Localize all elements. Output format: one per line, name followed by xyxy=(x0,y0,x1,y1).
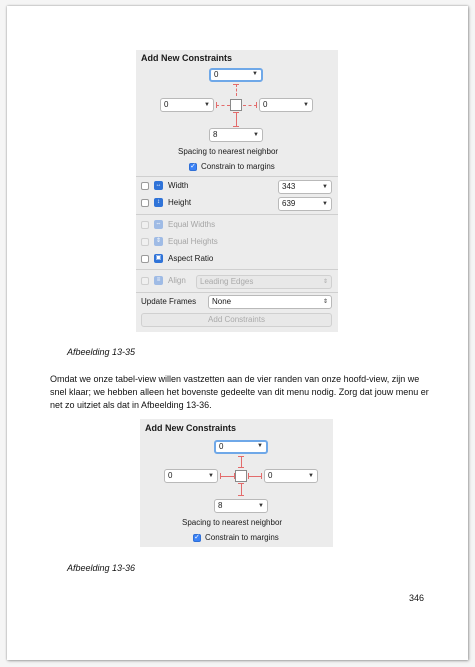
equal-widths-icon: ⇔ xyxy=(155,221,162,227)
divider xyxy=(136,292,338,293)
spacing-label: Spacing to nearest neighbor xyxy=(178,147,279,156)
chevron-updown-icon: ⇕ xyxy=(322,279,328,285)
add-constraints-button[interactable] xyxy=(141,313,332,327)
bottom-spacing-dropdown[interactable] xyxy=(214,499,268,513)
align-dropdown[interactable] xyxy=(196,275,332,289)
page-number: 346 xyxy=(409,593,425,603)
bottom-spacing-dropdown[interactable] xyxy=(209,128,263,142)
constraint-tick xyxy=(238,467,244,468)
constraint-tick xyxy=(238,495,244,496)
height-label: Height xyxy=(168,198,192,207)
left-constraint-line[interactable] xyxy=(220,476,235,477)
constraint-tick xyxy=(220,473,221,479)
divider xyxy=(136,214,338,215)
aspect-ratio-label: Aspect Ratio xyxy=(168,254,214,263)
left-constraint-line[interactable] xyxy=(216,105,230,106)
divider xyxy=(136,176,338,177)
height-checkbox[interactable] xyxy=(141,199,149,207)
constraint-tick xyxy=(261,473,262,479)
height-icon: ↕ xyxy=(154,198,163,207)
bottom-spacing-value: 8 xyxy=(218,501,223,510)
align-label: Align xyxy=(168,276,186,285)
left-spacing-value: 0 xyxy=(164,100,169,109)
constraint-tick xyxy=(238,483,244,484)
aspect-ratio-icon: ▣ xyxy=(155,255,162,261)
equal-heights-checkbox[interactable] xyxy=(141,238,149,246)
divider xyxy=(136,269,338,270)
panel-title: Add New Constraints xyxy=(141,53,233,63)
chevron-updown-icon: ⇕ xyxy=(322,299,328,305)
equal-heights-icon: ⇕ xyxy=(155,238,162,244)
width-value: 343 xyxy=(282,182,296,191)
constraint-tick xyxy=(233,112,239,113)
constraint-tick xyxy=(233,84,239,85)
spacing-label: Spacing to nearest neighbor xyxy=(182,518,283,527)
bottom-constraint-line[interactable] xyxy=(236,112,237,126)
chevron-down-icon: ▼ xyxy=(303,102,309,108)
align-checkbox[interactable] xyxy=(141,277,149,285)
align-value: Leading Edges xyxy=(200,277,254,286)
left-spacing-dropdown[interactable] xyxy=(164,469,218,483)
constraint-tick xyxy=(256,102,257,108)
chevron-down-icon: ▼ xyxy=(258,503,264,509)
left-spacing-value: 0 xyxy=(168,471,173,480)
equal-heights-label: Equal Heights xyxy=(168,237,218,246)
constraint-tick xyxy=(233,126,239,127)
body-paragraph: Omdat we onze tabel-view willen vastzetten aan de vier randen van onze hoofd-view, zijn we snel klaar; we hebben alleen het bovenste gedeelte van dit menu nodig. Zorg dat jouw menu er net zo uitziet als dat in Afbeelding 13-36. xyxy=(50,374,429,410)
top-spacing-value: 0 xyxy=(219,442,224,451)
chevron-down-icon: ▼ xyxy=(257,443,263,449)
top-constraint-line[interactable] xyxy=(236,84,237,96)
align-icon: ≡ xyxy=(154,276,163,285)
constraint-tick xyxy=(216,102,217,108)
chevron-down-icon: ▼ xyxy=(208,473,214,479)
update-frames-value: None xyxy=(212,297,232,306)
update-frames-label: Update Frames xyxy=(141,297,197,306)
bottom-spacing-value: 8 xyxy=(213,130,218,139)
equal-widths-label: Equal Widths xyxy=(168,220,216,229)
width-checkbox[interactable] xyxy=(141,182,149,190)
constrain-margins-checkbox[interactable]: ✓ xyxy=(194,534,200,541)
right-spacing-value: 0 xyxy=(263,100,268,109)
add-constraints-panel-top xyxy=(140,419,333,547)
update-frames-dropdown[interactable] xyxy=(208,295,332,309)
add-constraints-panel-full xyxy=(136,50,338,332)
height-value: 639 xyxy=(282,199,296,208)
chevron-down-icon: ▼ xyxy=(322,201,328,207)
constrain-margins-label: Constrain to margins xyxy=(201,162,275,171)
constrain-margins-checkbox[interactable]: ✓ xyxy=(190,163,196,170)
chevron-down-icon: ▼ xyxy=(253,132,259,138)
right-spacing-dropdown[interactable] xyxy=(264,469,318,483)
height-value-dropdown[interactable] xyxy=(278,197,332,211)
view-box xyxy=(230,99,242,111)
constraint-tick xyxy=(248,473,249,479)
constrain-margins-label: Constrain to margins xyxy=(205,533,279,542)
panel-title: Add New Constraints xyxy=(145,423,237,433)
right-constraint-line[interactable] xyxy=(248,476,262,477)
aspect-ratio-checkbox[interactable] xyxy=(141,255,149,263)
add-constraints-button-label: Add Constraints xyxy=(208,315,265,324)
width-icon: ↔ xyxy=(155,182,162,188)
right-constraint-line[interactable] xyxy=(243,105,257,106)
constraint-tick xyxy=(238,456,244,457)
top-spacing-value: 0 xyxy=(214,70,219,79)
width-label: Width xyxy=(168,181,189,190)
figure-caption: Afbeelding 13-36 xyxy=(67,563,136,573)
chevron-down-icon: ▼ xyxy=(322,184,328,190)
top-spacing-dropdown[interactable] xyxy=(214,440,268,454)
top-spacing-dropdown[interactable] xyxy=(209,68,263,82)
figure-caption: Afbeelding 13-35 xyxy=(67,347,136,357)
chevron-down-icon: ▼ xyxy=(204,102,210,108)
right-spacing-value: 0 xyxy=(268,471,273,480)
right-spacing-dropdown[interactable] xyxy=(259,98,313,112)
equal-widths-checkbox[interactable] xyxy=(141,221,149,229)
view-box xyxy=(235,470,247,482)
left-spacing-dropdown[interactable] xyxy=(160,98,214,112)
width-value-dropdown[interactable] xyxy=(278,180,332,194)
chevron-down-icon: ▼ xyxy=(308,473,314,479)
chevron-down-icon: ▼ xyxy=(252,71,258,77)
